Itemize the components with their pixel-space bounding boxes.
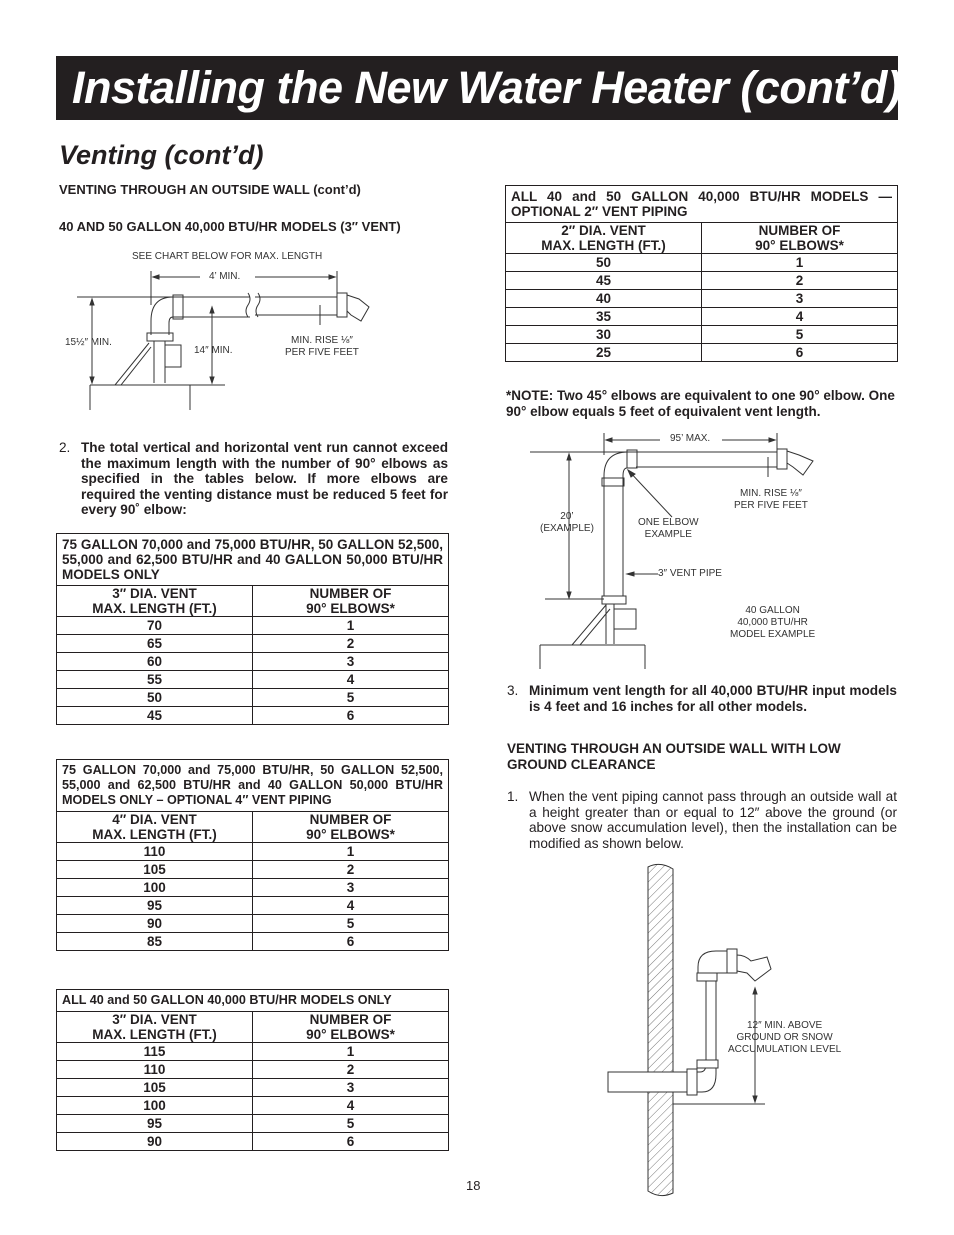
model-example-line3: MODEL EXAMPLE (730, 629, 816, 640)
step-3-text: Minimum vent length for all 40,000 BTU/HR input models is 4 feet and 16 inches for all other models. (529, 683, 897, 714)
page-title: Installing the New Water Heater (cont’d) (72, 62, 902, 113)
low-clearance-step-1-number: 1. (507, 789, 519, 804)
elbow-example-line2: EXAMPLE (644, 529, 692, 540)
step-3-number: 3. (507, 683, 519, 698)
table-row: 115 1 (57, 1043, 449, 1061)
page-title-bar (56, 56, 902, 120)
table-row: 55 4 (57, 671, 449, 689)
table-row: 65 2 (57, 635, 449, 653)
table-row: 70 1 (57, 617, 449, 635)
step-2-text: The total vertical and horizontal vent run cannot exceed the maximum length with the number of 90° elbows as specified in the tables below. If more elbows are required the venting distance must be reduced 5 feet for every 90˚ elbow: (81, 440, 448, 517)
table-row: 60 3 (57, 653, 449, 671)
table-row: 50 5 (57, 689, 449, 707)
table-row: 50 1 (506, 254, 898, 272)
section-title: Venting (cont’d) (59, 140, 264, 170)
elbow-example-label (638, 517, 699, 541)
table-row: 105 3 (57, 1079, 449, 1097)
elbow-note: *NOTE: Two 45° elbows are equivalent to one 90° elbow. One 90° elbow equals 5 feet of equivalent vent length. (506, 388, 895, 419)
vent-pipe-label: 3″ VENT PIPE (658, 568, 722, 579)
elbow-example-line1: ONE ELBOW (638, 517, 699, 528)
rise-label-2 (734, 488, 808, 512)
vent-table-3in-40k-btu (56, 989, 449, 1151)
column-header-max-length: 2″ DIA. VENT MAX. LENGTH (FT.) (506, 223, 702, 254)
chart-note-label: SEE CHART BELOW FOR MAX. LENGTH (132, 251, 323, 262)
column-header-max-length: 4″ DIA. VENT MAX. LENGTH (FT.) (57, 812, 253, 843)
column-header-elbows: NUMBER OF 90° ELBOWS* (253, 586, 449, 617)
model-example-line2: 40,000 BTU/HR (737, 617, 808, 628)
ground-clearance-label (728, 1020, 841, 1056)
model-example-label (730, 605, 815, 641)
table-row: 85 6 (57, 933, 449, 951)
column-header-max-length: 3″ DIA. VENT MAX. LENGTH (FT.) (57, 586, 253, 617)
table-row: 90 6 (57, 1133, 449, 1151)
table-row: 100 3 (57, 879, 449, 897)
table-row: 25 6 (506, 344, 898, 362)
step-2-number: 2. (59, 440, 71, 455)
rise-label-2-line2: PER FIVE FEET (734, 500, 808, 511)
table-caption: ALL 40 and 50 GALLON 40,000 BTU/HR MODELS — OPTIONAL 2″ VENT PIPING (506, 186, 898, 223)
step-3 (507, 683, 897, 717)
table-caption: ALL 40 and 50 GALLON 40,000 BTU/HR MODELS ONLY (57, 990, 449, 1012)
table-row: 95 5 (57, 1115, 449, 1133)
model-heading: 40 AND 50 GALLON 40,000 BTU/HR MODELS (3″ VENT) (59, 219, 401, 234)
vent-table-2in-optional (505, 185, 898, 362)
column-header-elbows: NUMBER OF 90° ELBOWS* (253, 1012, 449, 1043)
low-clearance-step-1-text: When the vent piping cannot pass through an outside wall at a height greater than or equal to 12″ above the ground (or above snow accumulation level), then the installation can be modified as shown below. (529, 789, 897, 851)
low-clearance-diagram (590, 855, 870, 1205)
ground-clearance-line1: 12″ MIN. ABOVE (746, 1020, 823, 1031)
low-clearance-heading: VENTING THROUGH AN OUTSIDE WALL WITH LOW GROUND CLEARANCE (507, 741, 841, 772)
model-example-line1: 40 GALLON (745, 605, 800, 616)
table-row: 95 4 (57, 897, 449, 915)
min-length-label: 4’ MIN. (209, 271, 241, 282)
vent-diagram-vertical-drawing (500, 425, 900, 675)
column-header-max-length: 3″ DIA. VENT MAX. LENGTH (FT.) (57, 1012, 253, 1043)
table-row: 40 3 (506, 290, 898, 308)
table-row: 110 2 (57, 1061, 449, 1079)
max-length-label: 95’ MAX. (670, 433, 711, 444)
table-row: 110 1 (57, 843, 449, 861)
ground-clearance-line2: GROUND OR SNOW (736, 1032, 833, 1043)
vent-table-4in-optional (56, 759, 449, 951)
column-header-elbows: NUMBER OF 90° ELBOWS* (253, 812, 449, 843)
vent-diagram-vertical (500, 425, 900, 675)
column-header-elbows: NUMBER OF 90° ELBOWS* (702, 223, 898, 254)
height-example-line2: (EXAMPLE) (540, 523, 594, 534)
vent-table-3in-high-btu (56, 533, 449, 725)
table-row: 90 5 (57, 915, 449, 933)
offset-min-label: 14″ MIN. (194, 345, 233, 356)
vent-diagram-horizontal (55, 245, 455, 415)
subheading-outside-wall: VENTING THROUGH AN OUTSIDE WALL (cont’d) (59, 182, 361, 197)
step-2 (59, 440, 448, 520)
vent-diagram-horizontal-drawing (55, 245, 455, 415)
low-clearance-step-1 (507, 789, 897, 853)
table-row: 45 6 (57, 707, 449, 725)
table-caption: 75 GALLON 70,000 and 75,000 BTU/HR, 50 GALLON 52,500, 55,000 and 62,500 BTU/HR and 40 GALLON 50,000 BTU/HR MODELS ONLY – OPTIONAL 4″ VENT PIPING (57, 760, 449, 812)
height-example-line1: 20’ (560, 511, 574, 522)
table-row: 45 2 (506, 272, 898, 290)
table-row: 35 4 (506, 308, 898, 326)
ground-clearance-line3: ACCUMULATION LEVEL (728, 1044, 842, 1055)
table-row: 100 4 (57, 1097, 449, 1115)
rise-label-line1: MIN. RISE ⅛″ (291, 335, 353, 346)
height-min-label: 15½″ MIN. (65, 337, 112, 348)
table-row: 30 5 (506, 326, 898, 344)
table-caption: 75 GALLON 70,000 and 75,000 BTU/HR, 50 GALLON 52,500, 55,000 and 62,500 BTU/HR and 40 GALLON 50,000 BTU/HR MODELS ONLY (57, 534, 449, 586)
page-number: 18 (466, 1178, 481, 1193)
rise-label-line2: PER FIVE FEET (285, 347, 359, 358)
rise-label (285, 335, 359, 359)
height-example-label (540, 511, 594, 535)
rise-label-2-line1: MIN. RISE ⅛″ (740, 488, 802, 499)
table-row: 105 2 (57, 861, 449, 879)
